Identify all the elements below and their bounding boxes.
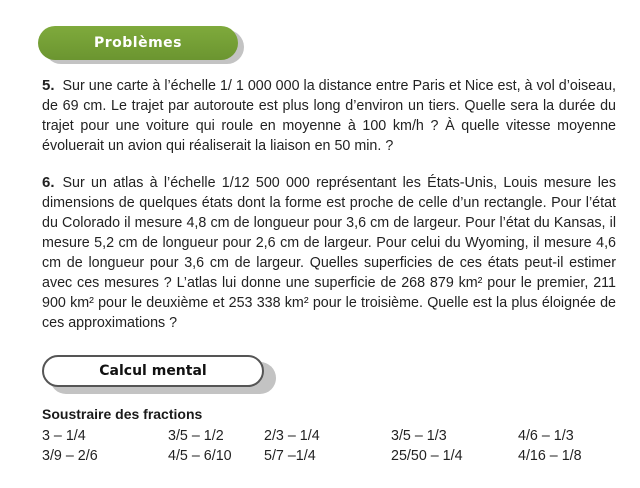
fraction-exercise: 3/9 – 2/6 [42, 448, 98, 464]
fraction-exercise: 2/3 – 1/4 [264, 428, 320, 444]
problem-6-text: Sur un atlas à l’échelle 1/12 500 000 représentant les États-Unis, Louis mesure les dimensions de quelques états dont la forme est proche de celle d’un rectangle. Pour l’état du Colorado il mesure 4,8 cm de longueur pour 3,6 cm de largeur. Pour l’état du Kansas, il mesure 5,2 cm de longueur pour 2,6 cm de largeur. Pour celui du Wyoming, il mesure 4,6 cm de longueur pour 3,6 cm de largeur. Quelles superficies de ces états peut-il estimer avec ces mesures ? L’atlas lui donne une superficie de 268 879 km² pour le premier, 211 900 km² pour le deuxième et 253 338 km² pour le troisième. Quelle est la plus éloignée de ces approximations ? [42, 175, 616, 331]
fraction-exercise: 25/50 – 1/4 [391, 448, 463, 464]
fractions-heading: Soustraire des fractions [42, 406, 203, 422]
problemes-section-header: Problèmes [38, 26, 238, 60]
calcul-mental-section-header: Calcul mental [42, 355, 264, 387]
problem-6-number: 6. [42, 174, 55, 191]
fraction-exercise: 3 – 1/4 [42, 428, 86, 444]
problem-5-text: Sur une carte à l’échelle 1/ 1 000 000 la distance entre Paris et Nice est, à vol d’oiseau, de 69 cm. Le trajet par autoroute est plus long d’environ un tiers. Quelle sera la durée du trajet pour une voiture qui roule en moyenne à 100 km/h ? À quelle vitesse moyenne évoluerait un avion qui réaliserait la liaison en 50 min. ? [42, 78, 616, 154]
problem-5 [42, 76, 616, 156]
fraction-exercise: 4/5 – 6/10 [168, 448, 232, 464]
fraction-exercise: 5/7 –1/4 [264, 448, 316, 464]
problem-5-number: 5. [42, 77, 55, 94]
problem-6 [42, 173, 616, 333]
fraction-exercise: 3/5 – 1/2 [168, 428, 224, 444]
fraction-exercise: 4/16 – 1/8 [518, 448, 582, 464]
fraction-exercise: 3/5 – 1/3 [391, 428, 447, 444]
fraction-exercise: 4/6 – 1/3 [518, 428, 574, 444]
